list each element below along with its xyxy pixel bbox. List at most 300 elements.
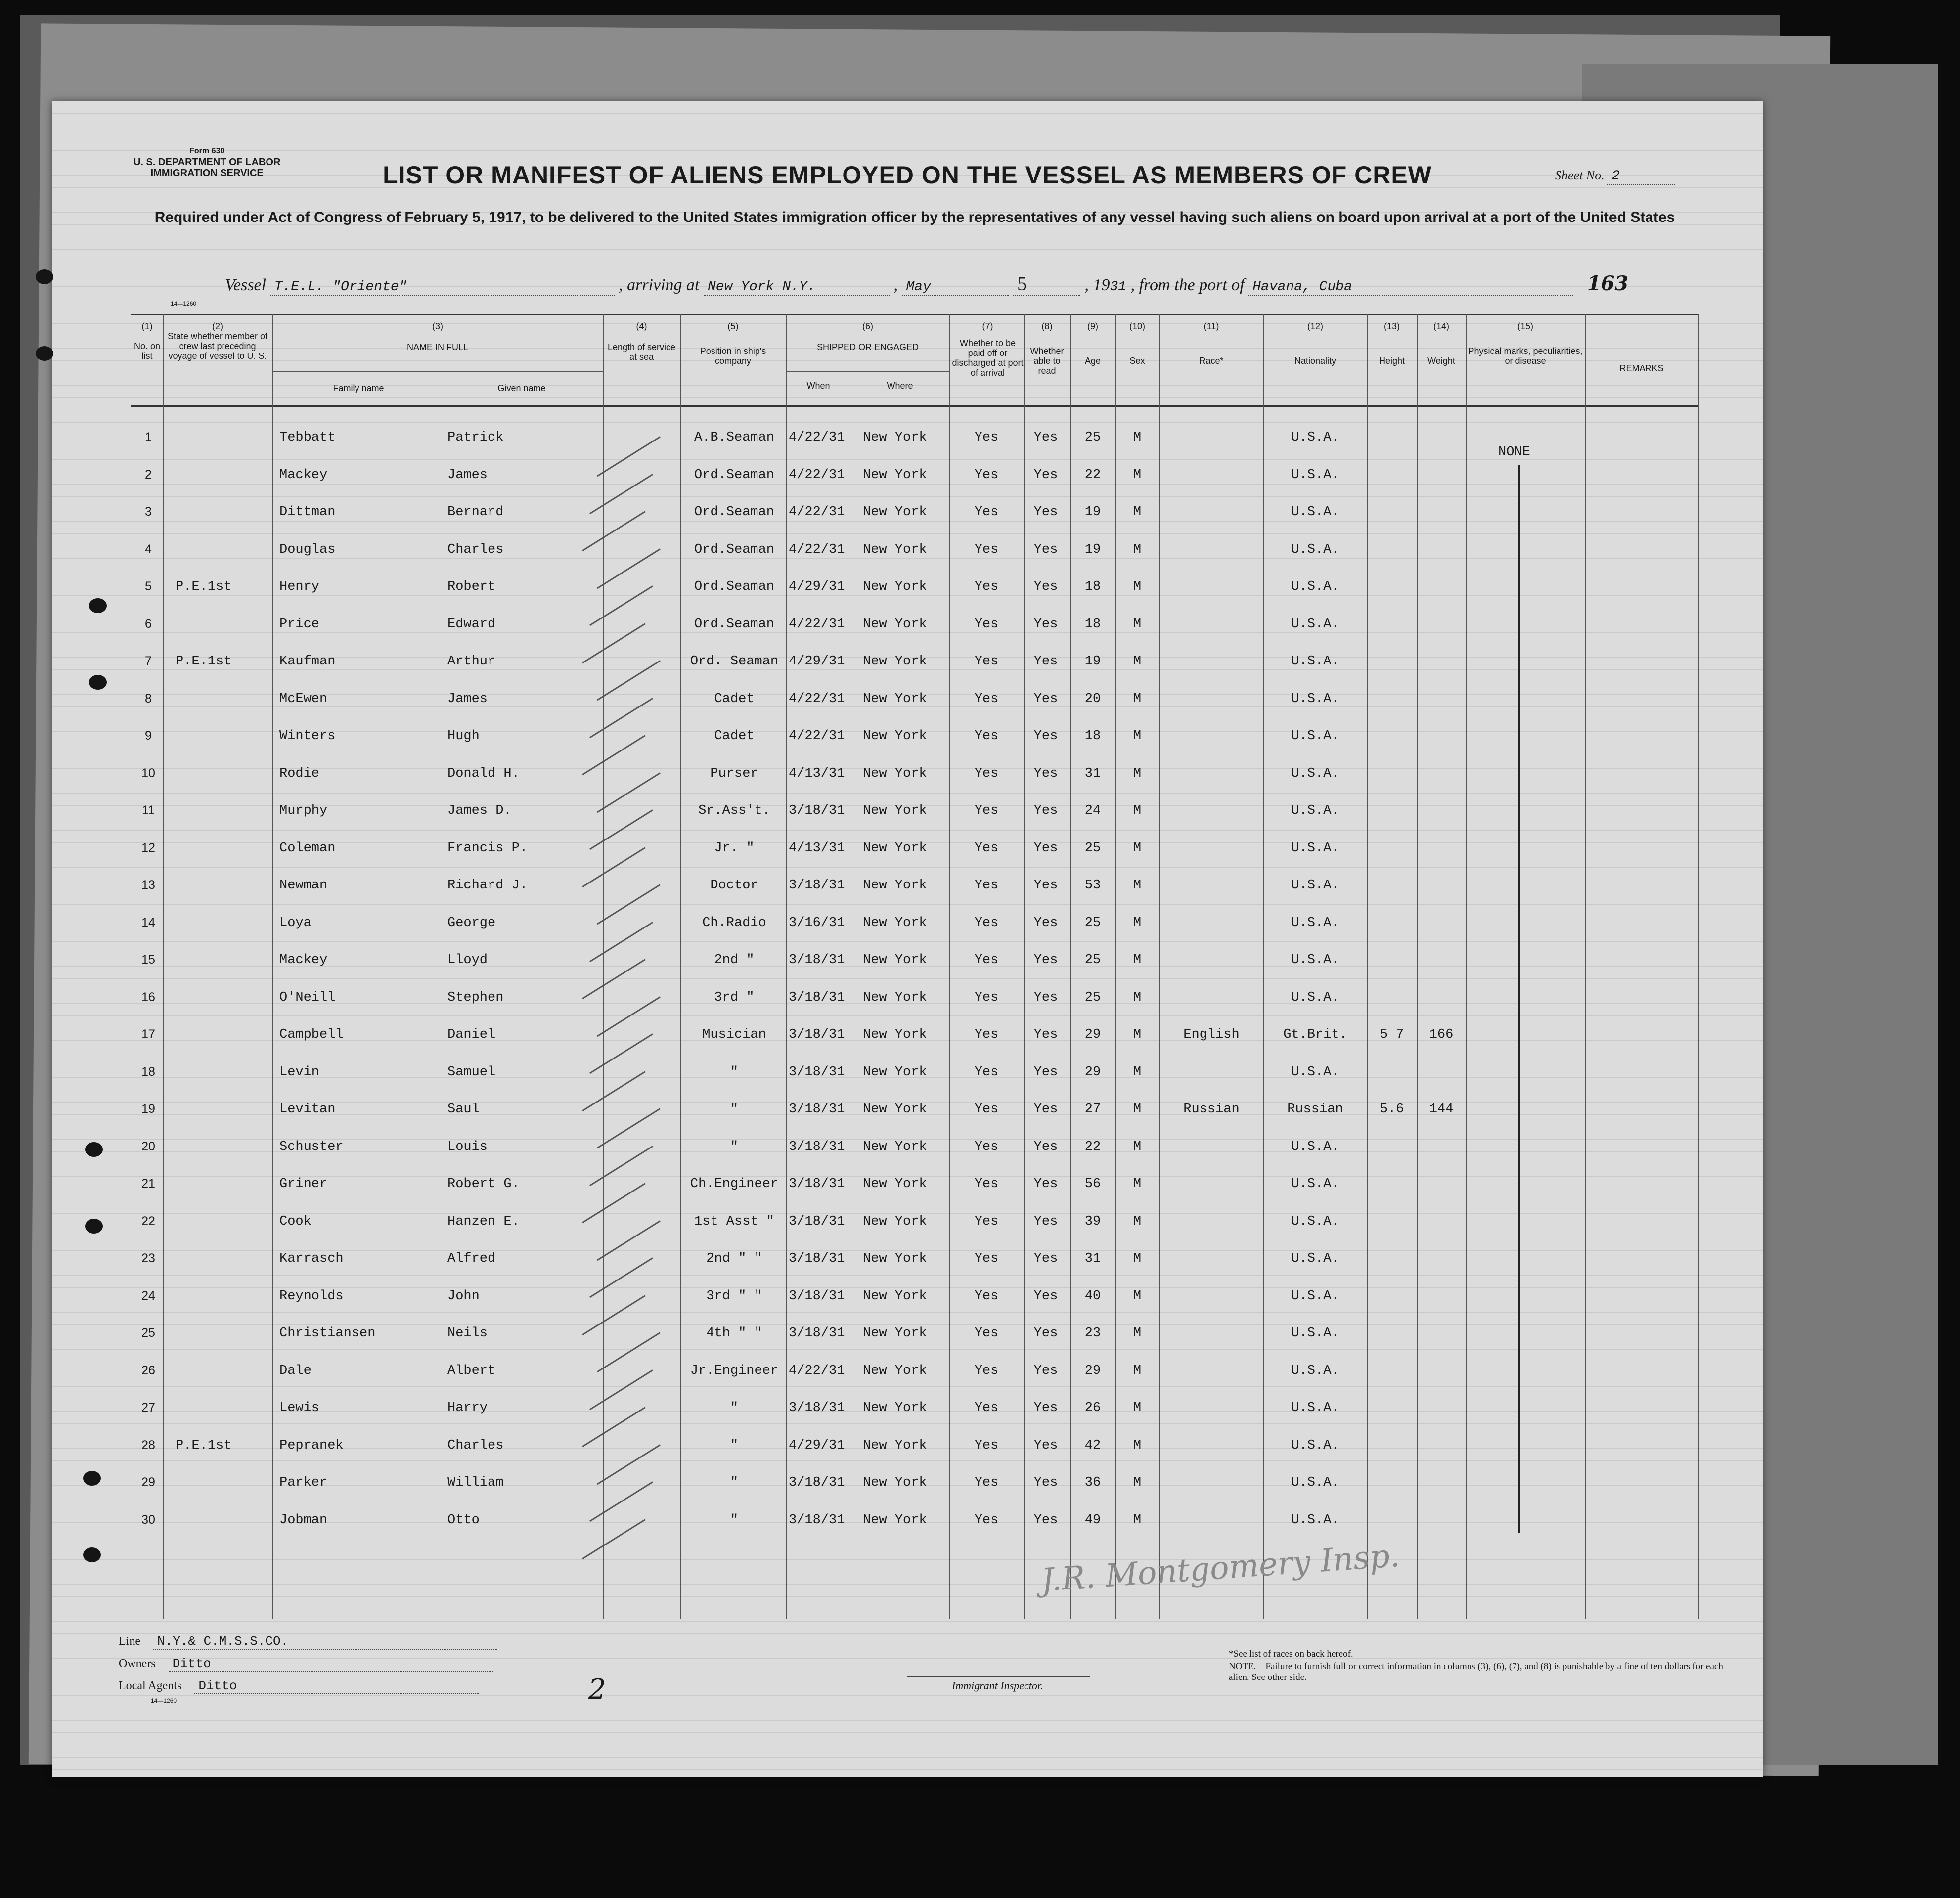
- position-cell: Ord.Seaman: [694, 617, 775, 632]
- position-cell: ": [730, 1438, 739, 1453]
- shipped-when-cell: 3/18/31: [789, 1177, 845, 1192]
- column-divider: [1585, 314, 1586, 1619]
- nationality-cell: U.S.A.: [1291, 1512, 1339, 1528]
- checkmark-icon: [597, 1444, 661, 1485]
- nationality-cell: U.S.A.: [1291, 1475, 1339, 1490]
- arrival-port: New York N.Y.: [704, 279, 890, 296]
- binder-hole: [85, 1219, 103, 1234]
- checkmark-icon: [589, 1481, 653, 1522]
- column-divider: [680, 314, 681, 1619]
- sex-cell: M: [1133, 1251, 1142, 1266]
- checkmark-icon: [589, 1033, 653, 1074]
- sex-cell: M: [1133, 691, 1142, 706]
- shipped-where-cell: New York: [863, 729, 927, 744]
- paid-off-cell: Yes: [974, 430, 999, 445]
- family-name-cell: Karrasch: [279, 1251, 344, 1266]
- checkmark-icon: [597, 884, 661, 925]
- arriving-label: , arriving at: [619, 276, 700, 294]
- shipped-when-cell: 3/18/31: [789, 1475, 845, 1490]
- shipped-when-cell: 3/18/31: [789, 878, 845, 893]
- nationality-cell: U.S.A.: [1291, 430, 1339, 445]
- given-name-cell: William: [447, 1475, 504, 1490]
- column-divider: [163, 314, 164, 1619]
- ditto-vertical-line: [1518, 465, 1520, 1533]
- header-col6-label: SHIPPED OR ENGAGED: [816, 342, 919, 352]
- checkmark-icon: [597, 436, 661, 477]
- able-to-read-cell: Yes: [1033, 691, 1058, 706]
- line-value: N.Y.& C.M.S.S.CO.: [153, 1634, 497, 1650]
- family-name-cell: Mackey: [279, 467, 328, 483]
- shipped-subheader-line: [786, 371, 949, 372]
- shipped-where-cell: New York: [863, 579, 927, 594]
- family-name-cell: Reynolds: [279, 1288, 344, 1304]
- footer-agents: [119, 1678, 479, 1694]
- given-name-cell: Hanzen E.: [447, 1214, 520, 1229]
- position-cell: ": [730, 1139, 739, 1154]
- row-number: 29: [141, 1475, 155, 1489]
- shipped-when-cell: 4/29/31: [789, 579, 845, 594]
- able-to-read-cell: Yes: [1033, 579, 1058, 594]
- header-col5-label: Position in ship's company: [700, 346, 766, 366]
- header-col11-label: Race*: [1199, 356, 1224, 366]
- position-cell: Ch.Engineer: [690, 1177, 779, 1192]
- given-name-cell: Stephen: [447, 990, 504, 1005]
- sex-cell: M: [1133, 840, 1142, 856]
- position-cell: Ord.Seaman: [694, 579, 775, 594]
- owners-label: Owners: [119, 1657, 156, 1670]
- row-number: 5: [145, 579, 152, 593]
- family-name-cell: Mackey: [279, 953, 328, 968]
- footer-owners: [119, 1656, 493, 1672]
- able-to-read-cell: Yes: [1033, 1027, 1058, 1042]
- family-name-cell: Rodie: [279, 766, 320, 781]
- able-to-read-cell: Yes: [1033, 1326, 1058, 1341]
- table-header-border: [131, 405, 1698, 407]
- given-name-cell: Robert: [447, 579, 496, 594]
- family-name-cell: Schuster: [279, 1139, 344, 1154]
- given-name-cell: Edward: [447, 617, 496, 632]
- able-to-read-cell: Yes: [1033, 878, 1058, 893]
- age-cell: 24: [1084, 803, 1101, 818]
- nationality-cell: U.S.A.: [1291, 691, 1339, 706]
- paid-off-cell: Yes: [974, 990, 999, 1005]
- agents-label: Local Agents: [119, 1679, 182, 1692]
- age-cell: 25: [1084, 840, 1101, 856]
- checkmark-icon: [589, 698, 653, 738]
- position-cell: Cadet: [714, 691, 755, 706]
- position-cell: Jr.Engineer: [690, 1363, 779, 1378]
- row-number: 1: [145, 430, 152, 444]
- header-col11-num: (11): [1203, 321, 1219, 331]
- nationality-cell: U.S.A.: [1291, 505, 1339, 520]
- paid-off-cell: Yes: [974, 840, 999, 856]
- sex-cell: M: [1133, 766, 1142, 781]
- sex-cell: M: [1133, 542, 1142, 557]
- family-name-cell: Newman: [279, 878, 328, 893]
- vessel-line: Vessel T.E.L. "Oriente" , arriving at New York N.Y. , May 5 , 1931 , from the port of Havana, Cuba 163: [225, 272, 1629, 295]
- arrival-day: 5: [1013, 272, 1080, 296]
- header-col14: [1417, 321, 1466, 366]
- header-col11: [1159, 321, 1263, 366]
- row-number: 7: [145, 654, 152, 668]
- row-number: 23: [141, 1251, 155, 1265]
- inspector-signature-line: [907, 1676, 1090, 1677]
- position-cell: 3rd " ": [706, 1288, 762, 1304]
- age-cell: 42: [1084, 1438, 1101, 1453]
- able-to-read-cell: Yes: [1033, 990, 1058, 1005]
- paid-off-cell: Yes: [974, 803, 999, 818]
- header-where: Where: [887, 381, 913, 391]
- row-number: 22: [141, 1214, 155, 1228]
- age-cell: 53: [1084, 878, 1101, 893]
- header-col2-label: State whether member of crew last preceding voyage of vessel to U. S.: [167, 331, 268, 361]
- binder-hole: [36, 269, 53, 284]
- family-name-cell: Dale: [279, 1363, 312, 1378]
- family-name-cell: Winters: [279, 729, 336, 744]
- position-cell: 2nd ": [714, 953, 755, 968]
- checkmark-icon: [597, 1108, 661, 1148]
- header-col14-label: Weight: [1427, 356, 1455, 366]
- inspector-signature: J.R. Montgomery Insp.: [1040, 1537, 1401, 1599]
- given-name-cell: Robert G.: [447, 1177, 520, 1192]
- column-divider: [1698, 314, 1699, 1619]
- shipped-when-cell: 4/22/31: [789, 691, 845, 706]
- arrival-month: May: [902, 279, 1009, 296]
- nationality-cell: U.S.A.: [1291, 1251, 1339, 1266]
- family-name-cell: Price: [279, 617, 320, 632]
- sex-cell: M: [1133, 467, 1142, 483]
- age-cell: 26: [1084, 1401, 1101, 1415]
- shipped-where-cell: New York: [863, 766, 927, 781]
- position-cell: Sr.Ass't.: [698, 803, 770, 818]
- position-cell: Cadet: [714, 729, 755, 744]
- shipped-where-cell: New York: [863, 1251, 927, 1266]
- age-cell: 25: [1084, 953, 1101, 968]
- position-cell: 3rd ": [714, 990, 755, 1005]
- checkmark-icon: [589, 1369, 653, 1410]
- age-cell: 31: [1084, 766, 1101, 781]
- shipped-where-cell: New York: [863, 803, 927, 818]
- shipped-when-cell: 3/16/31: [789, 915, 845, 930]
- position-cell: ": [730, 1102, 739, 1117]
- able-to-read-cell: Yes: [1033, 803, 1058, 818]
- position-cell: Purser: [710, 766, 758, 781]
- row-number: 30: [141, 1512, 155, 1527]
- family-name-cell: Pepranek: [279, 1438, 344, 1453]
- shipped-where-cell: New York: [863, 1401, 927, 1415]
- position-cell: Ord.Seaman: [694, 505, 775, 520]
- nationality-cell: Russian: [1287, 1102, 1343, 1117]
- sex-cell: M: [1133, 1064, 1142, 1080]
- family-name-cell: Dittman: [279, 505, 336, 520]
- agents-value: Ditto: [194, 1678, 479, 1694]
- nationality-cell: U.S.A.: [1291, 579, 1339, 594]
- binder-hole: [85, 1142, 103, 1157]
- weight-cell: 166: [1429, 1027, 1454, 1042]
- sex-cell: M: [1133, 990, 1142, 1005]
- sex-cell: M: [1133, 579, 1142, 594]
- given-name-cell: Saul: [447, 1102, 480, 1117]
- nationality-cell: U.S.A.: [1291, 1288, 1339, 1304]
- able-to-read-cell: Yes: [1033, 617, 1058, 632]
- shipped-when-cell: 3/18/31: [789, 1326, 845, 1341]
- inspector-label: Immigrant Inspector.: [952, 1679, 1043, 1692]
- paid-off-cell: Yes: [974, 953, 999, 968]
- header-col13-label: Height: [1379, 356, 1405, 366]
- paid-off-cell: Yes: [974, 1214, 999, 1229]
- family-name-cell: Levitan: [279, 1102, 336, 1117]
- sex-cell: M: [1133, 729, 1142, 744]
- sex-cell: M: [1133, 1326, 1142, 1341]
- family-name-cell: Jobman: [279, 1512, 328, 1528]
- header-family-name: Family name: [333, 383, 384, 393]
- age-cell: 25: [1084, 915, 1101, 930]
- age-cell: 18: [1084, 729, 1101, 744]
- header-col3-num: (3): [432, 321, 443, 331]
- able-to-read-cell: Yes: [1033, 766, 1058, 781]
- family-name-cell: Murphy: [279, 803, 328, 818]
- shipped-where-cell: New York: [863, 1214, 927, 1229]
- family-name-cell: Douglas: [279, 542, 336, 557]
- shipped-where-cell: New York: [863, 542, 927, 557]
- row-number: 26: [141, 1363, 155, 1377]
- paid-off-cell: Yes: [974, 1102, 999, 1117]
- paid-off-cell: Yes: [974, 542, 999, 557]
- given-name-cell: John: [447, 1288, 480, 1304]
- nationality-cell: U.S.A.: [1291, 1438, 1339, 1453]
- nationality-cell: U.S.A.: [1291, 840, 1339, 856]
- header-col13-num: (13): [1383, 321, 1400, 331]
- age-cell: 36: [1084, 1475, 1101, 1490]
- able-to-read-cell: Yes: [1033, 1363, 1058, 1378]
- given-name-cell: Patrick: [447, 430, 504, 445]
- column-divider: [1417, 314, 1418, 1619]
- able-to-read-cell: Yes: [1033, 430, 1058, 445]
- header-col6-num: (6): [862, 321, 873, 331]
- family-name-cell: Lewis: [279, 1401, 320, 1415]
- position-cell: 4th " ": [706, 1326, 762, 1341]
- given-name-cell: Neils: [447, 1326, 488, 1341]
- shipped-when-cell: 3/18/31: [789, 803, 845, 818]
- header-col2-num: (2): [212, 321, 223, 331]
- checkmark-icon: [597, 548, 661, 589]
- row-number: 24: [141, 1288, 155, 1303]
- row-number: 25: [141, 1326, 155, 1340]
- shipped-where-cell: New York: [863, 1438, 927, 1453]
- shipped-where-cell: New York: [863, 915, 927, 930]
- able-to-read-cell: Yes: [1033, 1512, 1058, 1528]
- column-divider: [272, 314, 273, 1619]
- handwritten-mark: 2: [588, 1674, 606, 1706]
- physical-marks-none: NONE: [1498, 445, 1530, 460]
- family-name-cell: Coleman: [279, 840, 336, 856]
- penalty-note: NOTE.—Failure to furnish full or correct information in columns (3), (6), (7), and (8) is punishable by a fine of ten dollars for each alien. See other side.: [1229, 1661, 1723, 1682]
- able-to-read-cell: Yes: [1033, 729, 1058, 744]
- position-cell: 1st Asst ": [694, 1214, 775, 1229]
- given-name-cell: Francis P.: [447, 840, 528, 856]
- row-number: 2: [145, 467, 152, 482]
- header-col3: [272, 321, 603, 352]
- nationality-cell: U.S.A.: [1291, 1064, 1339, 1080]
- paid-off-cell: Yes: [974, 467, 999, 483]
- given-name-cell: James D.: [447, 803, 512, 818]
- column-divider: [786, 314, 787, 1619]
- age-cell: 39: [1084, 1214, 1101, 1229]
- weight-cell: 144: [1429, 1102, 1454, 1117]
- checkmark-icon: [589, 1257, 653, 1298]
- header-col4: [606, 321, 677, 362]
- nationality-cell: U.S.A.: [1291, 729, 1339, 744]
- prev-voyage-cell: P.E.1st: [176, 654, 232, 669]
- nationality-cell: U.S.A.: [1291, 654, 1339, 669]
- able-to-read-cell: Yes: [1033, 1102, 1058, 1117]
- shipped-where-cell: New York: [863, 654, 927, 669]
- binder-hole: [36, 346, 53, 361]
- age-cell: 19: [1084, 542, 1101, 557]
- row-number: 28: [141, 1438, 155, 1452]
- age-cell: 23: [1084, 1326, 1101, 1341]
- paid-off-cell: Yes: [974, 1251, 999, 1266]
- binder-hole: [83, 1471, 101, 1486]
- from-label: , from the port of: [1130, 276, 1245, 294]
- race-cell: English: [1183, 1027, 1240, 1042]
- arrival-year: 31: [1110, 279, 1127, 295]
- shipped-where-cell: New York: [863, 1027, 927, 1042]
- page-number: 163: [1587, 272, 1629, 295]
- shipped-when-cell: 3/18/31: [789, 1512, 845, 1528]
- header-col12-label: Nationality: [1294, 356, 1336, 366]
- sex-cell: M: [1133, 1288, 1142, 1304]
- row-number: 21: [141, 1177, 155, 1191]
- sex-cell: M: [1133, 1438, 1142, 1453]
- sex-cell: M: [1133, 915, 1142, 930]
- given-name-cell: James: [447, 691, 488, 706]
- age-cell: 31: [1084, 1251, 1101, 1266]
- column-divider: [1466, 314, 1467, 1619]
- shipped-where-cell: New York: [863, 691, 927, 706]
- row-number: 13: [141, 878, 155, 892]
- checkmark-icon: [597, 772, 661, 813]
- column-divider: [603, 314, 604, 1619]
- shipped-when-cell: 4/22/31: [789, 430, 845, 445]
- sex-cell: M: [1133, 1475, 1142, 1490]
- sheet-label: Sheet No.: [1555, 168, 1604, 182]
- shipped-where-cell: New York: [863, 1177, 927, 1192]
- nationality-cell: U.S.A.: [1291, 803, 1339, 818]
- shipped-when-cell: 4/13/31: [789, 766, 845, 781]
- shipped-when-cell: 3/18/31: [789, 1064, 845, 1080]
- paid-off-cell: Yes: [974, 579, 999, 594]
- shipped-when-cell: 3/18/31: [789, 1139, 845, 1154]
- shipped-where-cell: New York: [863, 505, 927, 520]
- footer-form-code: 14—1260: [151, 1697, 177, 1704]
- shipped-when-cell: 3/18/31: [789, 990, 845, 1005]
- department: U. S. DEPARTMENT OF LABOR: [134, 157, 281, 168]
- position-cell: ": [730, 1512, 739, 1528]
- age-cell: 19: [1084, 505, 1101, 520]
- sex-cell: M: [1133, 1401, 1142, 1415]
- age-cell: 18: [1084, 579, 1101, 594]
- able-to-read-cell: Yes: [1033, 1214, 1058, 1229]
- able-to-read-cell: Yes: [1033, 1177, 1058, 1192]
- row-number: 16: [141, 990, 155, 1004]
- header-col12: [1263, 321, 1367, 366]
- given-name-cell: Hugh: [447, 729, 480, 744]
- checkmark-icon: [589, 809, 653, 850]
- paid-off-cell: Yes: [974, 1512, 999, 1528]
- shipped-where-cell: New York: [863, 1512, 927, 1528]
- shipped-when-cell: 4/22/31: [789, 505, 845, 520]
- given-name-cell: Albert: [447, 1363, 496, 1378]
- header-col3-label: NAME IN FULL: [406, 342, 469, 352]
- family-name-cell: Campbell: [279, 1027, 344, 1042]
- row-number: 9: [145, 729, 152, 743]
- shipped-where-cell: New York: [863, 1102, 927, 1117]
- row-number: 15: [141, 953, 155, 967]
- able-to-read-cell: Yes: [1033, 1401, 1058, 1415]
- paid-off-cell: Yes: [974, 1139, 999, 1154]
- shipped-when-cell: 3/18/31: [789, 1027, 845, 1042]
- shipped-where-cell: New York: [863, 1475, 927, 1490]
- position-cell: Ord. Seaman: [690, 654, 779, 669]
- position-cell: 2nd " ": [706, 1251, 762, 1266]
- able-to-read-cell: Yes: [1033, 467, 1058, 483]
- paid-off-cell: Yes: [974, 729, 999, 744]
- nationality-cell: U.S.A.: [1291, 467, 1339, 483]
- sex-cell: M: [1133, 1027, 1142, 1042]
- manifest-page: [52, 101, 1763, 1777]
- sex-cell: M: [1133, 617, 1142, 632]
- header-col12-num: (12): [1307, 321, 1323, 331]
- prev-voyage-cell: P.E.1st: [176, 579, 232, 594]
- shipped-where-cell: New York: [863, 878, 927, 893]
- age-cell: 27: [1084, 1102, 1101, 1117]
- family-name-cell: Christiansen: [279, 1326, 376, 1341]
- vessel-label: Vessel: [225, 276, 267, 294]
- age-cell: 29: [1084, 1064, 1101, 1080]
- shipped-where-cell: New York: [863, 1288, 927, 1304]
- header-col4-num: (4): [636, 321, 647, 331]
- sex-cell: M: [1133, 505, 1142, 520]
- shipped-where-cell: New York: [863, 1064, 927, 1080]
- table-top-border: [131, 314, 1698, 315]
- row-number: 11: [142, 803, 155, 817]
- sex-cell: M: [1133, 803, 1142, 818]
- page-title: LIST OR MANIFEST OF ALIENS EMPLOYED ON THE VESSEL AS MEMBERS OF CREW: [383, 161, 1432, 189]
- row-number: 10: [141, 766, 155, 780]
- shipped-when-cell: 4/22/31: [789, 542, 845, 557]
- checkmark-icon: [597, 660, 661, 701]
- checkmark-icon: [589, 474, 653, 514]
- checkmark-icon: [597, 1332, 661, 1372]
- family-name-cell: Levin: [279, 1064, 320, 1080]
- row-number: 4: [145, 542, 152, 556]
- family-name-cell: O'Neill: [279, 990, 336, 1005]
- position-cell: ": [730, 1064, 739, 1080]
- given-name-cell: Lloyd: [447, 953, 488, 968]
- family-name-cell: Kaufman: [279, 654, 336, 669]
- shipped-when-cell: 4/29/31: [789, 654, 845, 669]
- binder-hole: [83, 1547, 101, 1562]
- sex-cell: M: [1133, 1139, 1142, 1154]
- header-col1-label: No. on list: [134, 341, 161, 361]
- height-cell: 5 7: [1380, 1027, 1404, 1042]
- header-col7-label: Whether to be paid off or discharged at port of arrival: [952, 338, 1024, 378]
- given-name-cell: Charles: [447, 542, 504, 557]
- year-prefix: 19: [1093, 276, 1110, 294]
- age-cell: 18: [1084, 617, 1101, 632]
- paid-off-cell: Yes: [974, 915, 999, 930]
